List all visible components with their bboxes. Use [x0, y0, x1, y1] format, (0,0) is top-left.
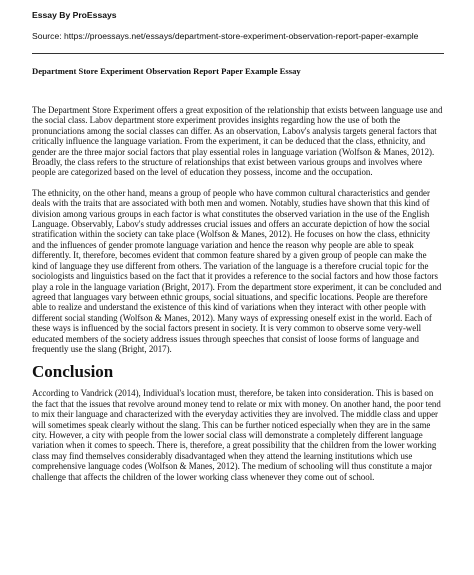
- document-title: Department Store Experiment Observation Report Paper Example Essay: [32, 66, 301, 76]
- conclusion-heading: Conclusion: [32, 362, 114, 382]
- body-paragraph-2: The ethnicity, on the other hand, means a group of people who have common cultural characteristics and gender deals with the traits that are associated with both men and women. Notably, studies have shown that this kind of division among various groups in each factor is what constitutes the observed variation in the use of the English Language. Observably, Labov's study addresses crucial issues and offers an accurate depiction of how the social stratification within the society can take place (Wolfson & Manes, 2012). He focuses on how the class, ethnicity and the influences of gender promote language variation and hence the reason why people are able to speak differently. It, therefore, becomes evident that common feature shared by a given group of people can make the kind of language they use different from others. The variation of the language is a therefore crucial topic for the sociologists and linguistics based on the fact that it provides a reference to the social factors and how those factors play a role in the language variation (Bright, 2017). From the department store experiment, it can be concluded and agreed that languages vary between ethnic groups, social situations, and specific locations. People are therefore able to realize and understand the existence of this kind of variations when they interact with other people with different social standing (Wolfson & Manes, 2012). Many ways of expressing oneself exist in the world. Each of these ways is influenced by the social factors present in society. It is very common to observe some very-well educated members of the society address issues through speeches that consist of loose forms of language and frequently use the slang (Bright, 2017).: [32, 187, 442, 354]
- body-paragraph-1: The Department Store Experiment offers a great exposition of the relationship that exists between language use and the social class. Labov department store experiment provides insights regarding how the use of both the pronunciations among the social classes can differ. As an observation, Labov's analysis targets general factors that critically influence the language variation. From the experiment, it can be deduced that the class, ethnicity, and gender are the three major social factors that play essential roles in language variation (Wolfson & Manes, 2012). Broadly, the class refers to the structure of relationships that exist between various groups and involves where people are categorized based on the level of education they possess, income and the occupation.: [32, 105, 443, 178]
- brand-label: Essay By ProEssays: [32, 10, 117, 20]
- header-divider: [32, 53, 444, 54]
- conclusion-paragraph: According to Vandrick (2014), Individual's location must, therefore, be taken into consideration. This is based on the fact that the issues that revolve around money tend to relate or mix with money. On another hand, the poor tend to mix their language and characterized with the everyday activities they are involved. The middle class and upper will sometimes speak clearly without the slang. This can be further noticed especially when they are in the same city. However, a city with people from the lower social class will demonstrate a completely different language variation when it comes to speech. There is, therefore, a great possibility that the children from the lower working class may find themselves considerably disadvantaged when they attend the learning institutions which use comprehensive language codes (Wolfson & Manes, 2012). The medium of schooling will thus constitute a major challenge that affects the children of the lower working class whenever they come out of school.: [32, 388, 441, 482]
- source-line: Source: https://proessays.net/essays/department-store-experiment-observation-report-paper-example: [32, 31, 419, 41]
